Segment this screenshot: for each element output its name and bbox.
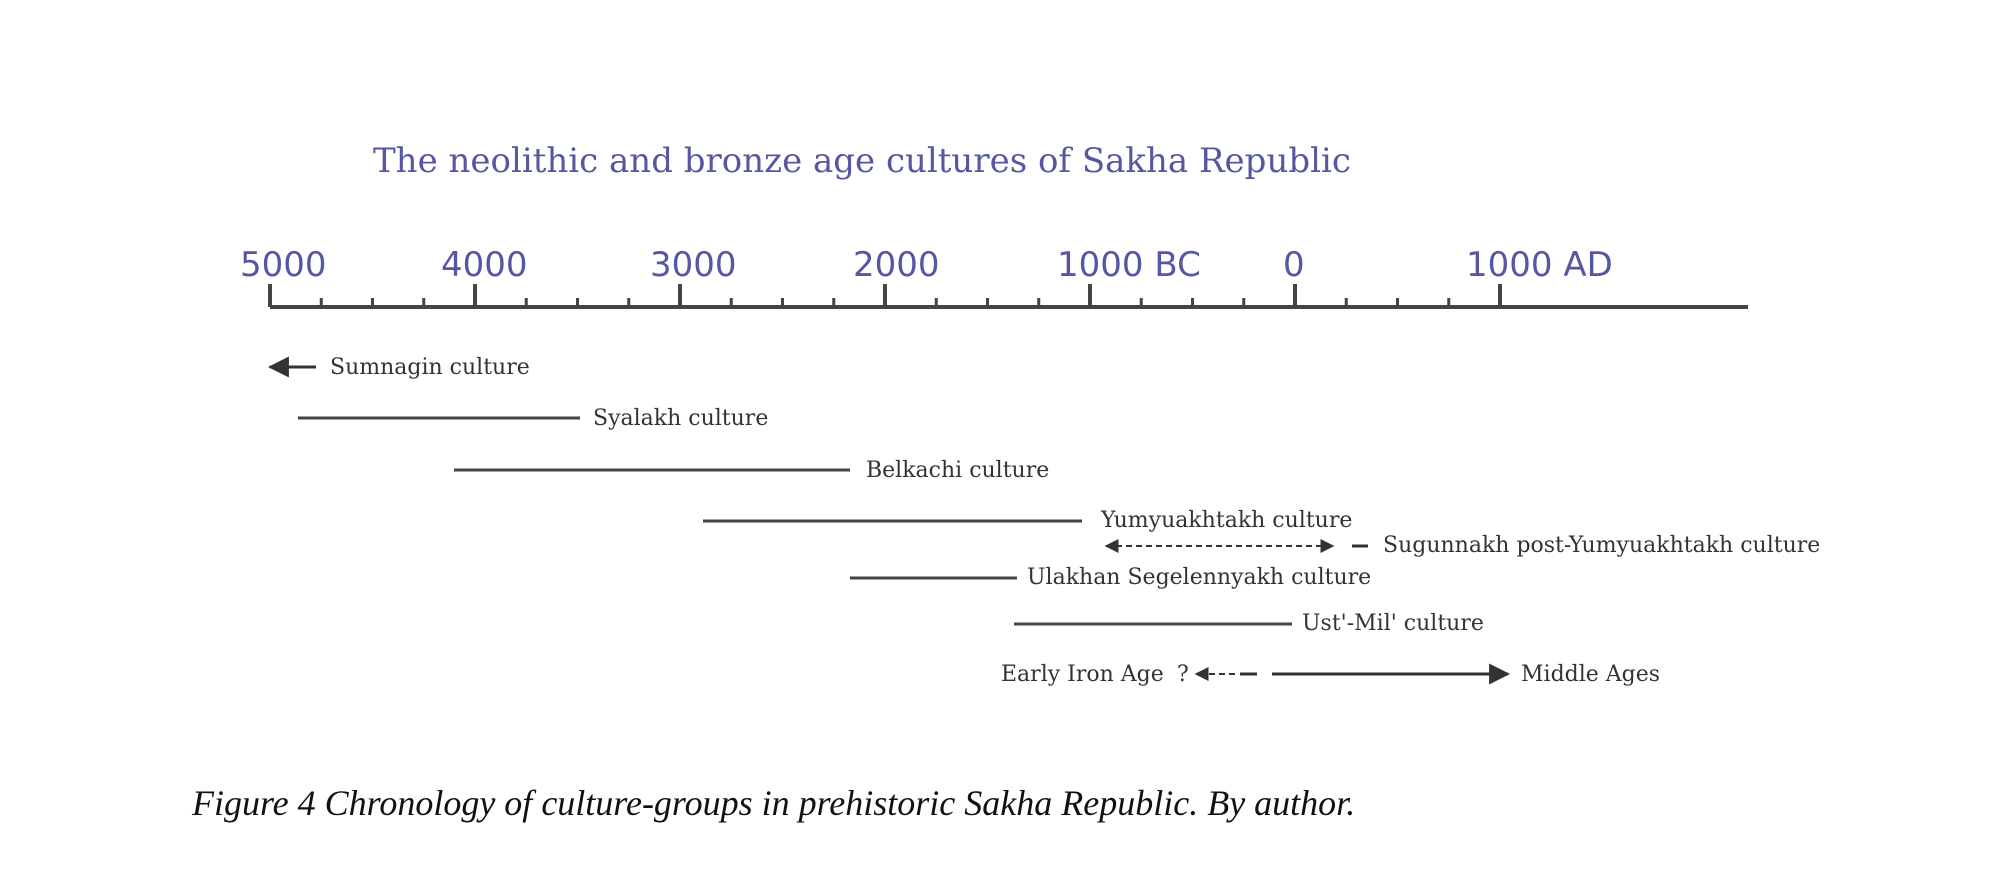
ustmil-label: Ust'-Mil' culture [1302,611,1484,636]
yumyuakhtakh-label: Yumyuakhtakh culture [1101,508,1353,533]
axis-label-1000bc: 1000 BC [1057,245,1201,285]
axis-label-2000: 2000 [853,245,940,285]
axis-label-4000: 4000 [441,245,528,285]
early-iron-age-label: Early Iron Age [1001,662,1164,687]
axis-ticks [270,284,1500,307]
ulakhan-label: Ulakhan Segelennyakh culture [1027,565,1372,590]
axis-label-1000ad: 1000 AD [1466,245,1613,285]
diagram-title: The neolithic and bronze age cultures of Sakha Republic [373,141,1351,181]
axis-label-5000: 5000 [240,245,327,285]
early-iron-question: ? [1177,662,1189,687]
axis-label-3000: 3000 [650,245,737,285]
middle-ages-label: Middle Ages [1521,662,1661,687]
sumnagin-label: Sumnagin culture [330,355,530,380]
syalakh-label: Syalakh culture [593,406,769,431]
belkachi-label: Belkachi culture [866,458,1050,483]
axis-label-0: 0 [1283,245,1305,285]
sugunnakh-label: Sugunnakh post-Yumyuakhtakh culture [1383,533,1821,558]
figure-caption: Figure 4 Chronology of culture-groups in prehistoric Sakha Republic. By author. [192,783,1356,823]
